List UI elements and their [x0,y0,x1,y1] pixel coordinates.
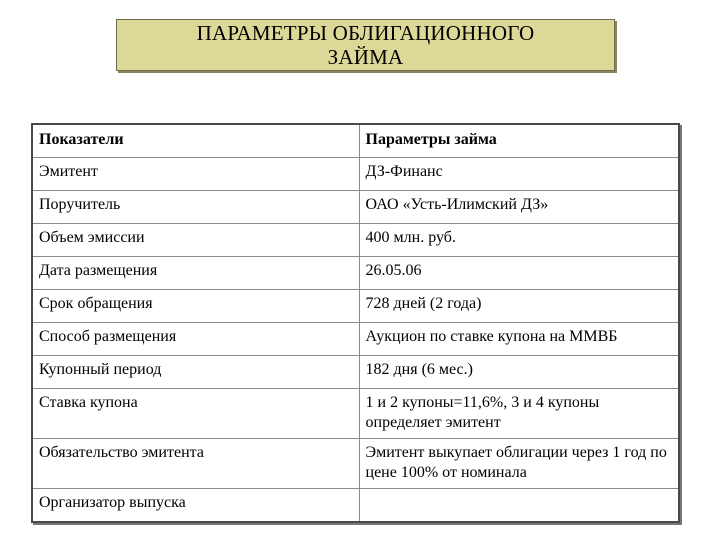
table-row [32,257,679,290]
row-label: Эмитент [32,158,359,191]
table-row [32,489,679,523]
row-value: ОАО «Усть-Илимский ДЗ» [359,191,679,224]
row-label: Поручитель [32,191,359,224]
row-label: Дата размещения [32,257,359,290]
row-value: 400 млн. руб. [359,224,679,257]
row-label: Обязательство эмитента [32,439,359,489]
row-value [359,489,679,523]
header-loan-parameters: Параметры займа [359,124,679,158]
table-row [32,439,679,489]
page-title [116,19,615,71]
title-line-1: ПАРАМЕТРЫ ОБЛИГАЦИОННОГО [196,21,535,45]
row-value: 182 дня (6 мес.) [359,356,679,389]
row-label: Организатор выпуска [32,489,359,523]
table-header-row [32,124,679,158]
row-label: Объем эмиссии [32,224,359,257]
row-label: Срок обращения [32,290,359,323]
table-row [32,158,679,191]
row-value: 26.05.06 [359,257,679,290]
table-row [32,224,679,257]
row-value: ДЗ-Финанс [359,158,679,191]
header-indicators: Показатели [32,124,359,158]
row-value: Аукцион по ставке купона на ММВБ [359,323,679,356]
table-row [32,389,679,439]
row-value: 1 и 2 купоны=11,6%, 3 и 4 купоны определяет эмитент [359,389,679,439]
row-label: Купонный период [32,356,359,389]
bond-parameters-table [31,123,680,523]
row-label: Ставка купона [32,389,359,439]
row-value: Эмитент выкупает облигации через 1 год по цене 100% от номинала [359,439,679,489]
table-row [32,323,679,356]
title-line-2: ЗАЙМА [327,45,404,69]
table-row [32,290,679,323]
row-value: 728 дней (2 года) [359,290,679,323]
table-row [32,356,679,389]
row-label: Способ размещения [32,323,359,356]
table-row [32,191,679,224]
